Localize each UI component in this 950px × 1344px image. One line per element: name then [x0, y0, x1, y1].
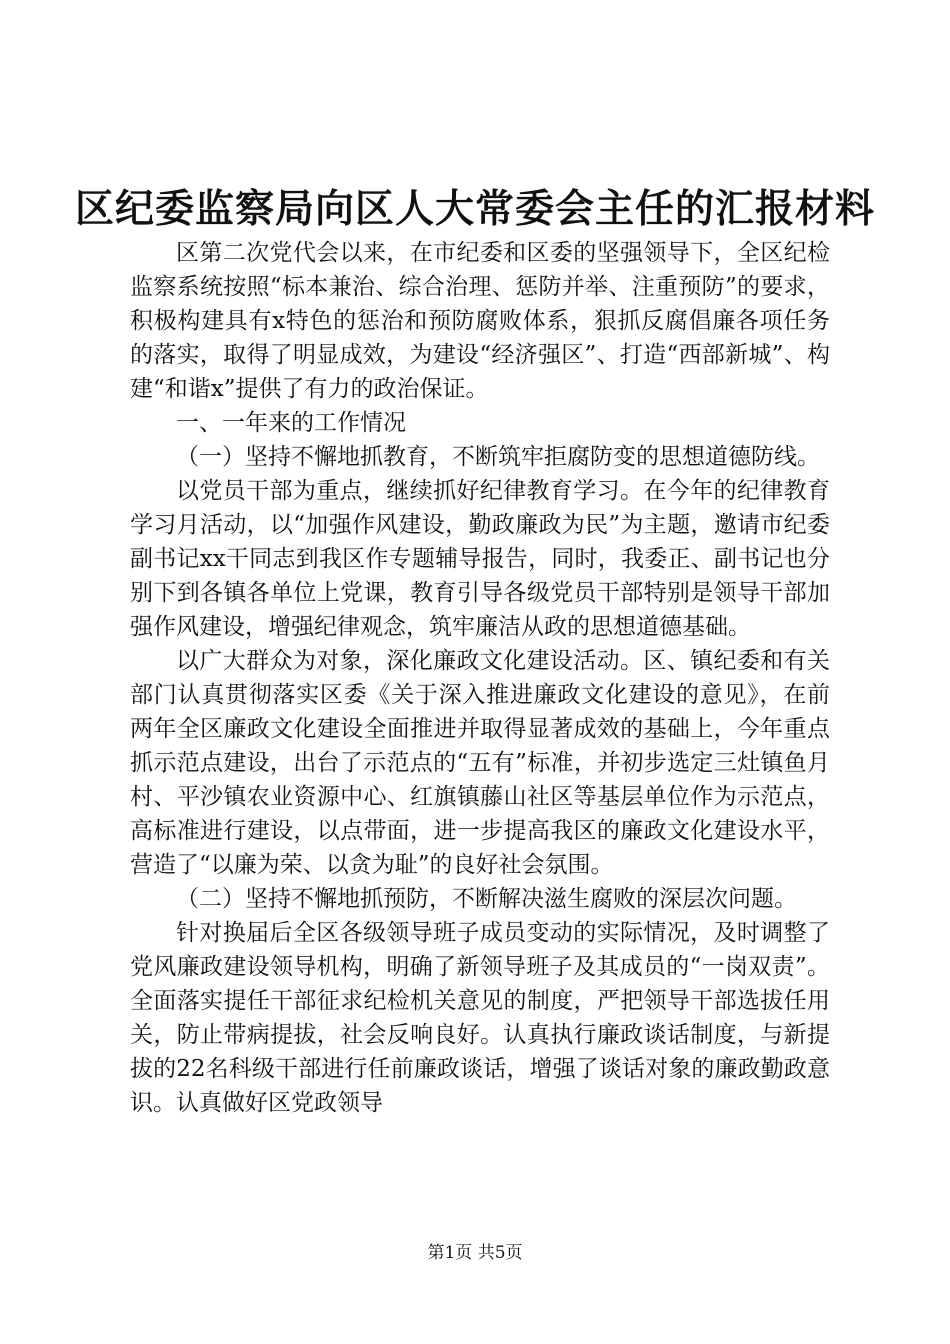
page-footer: 第1页 共5页 — [427, 1243, 523, 1263]
paragraph-prevention: 针对换届后全区各级领导班子成员变动的实际情况，及时调整了党风廉政建设领导机构，明确了新领导班子及其成员的“一岗双责”。全面落实提任干部征求纪检机关意见的制度，严把领导干部选拔任用关，防止带病提拔，社会反响良好。认真执行廉政谈话制度，与新提拔的22名科级干部进行任前廉政谈话，增强了谈话对象的廉政勤政意识。认真做好区党政领导 — [130, 920, 830, 1116]
paragraph-culture: 以广大群众为对象，深化廉政文化建设活动。区、镇纪委和有关部门认真贯彻落实区委《关于深入推进廉政文化建设的意见》，在前两年全区廉政文化建设全面推进并取得显著成效的基础上，今年重点抓示范点建设，出台了示范点的“五有”标准，并初步选定三灶镇鱼月村、平沙镇农业资源中心、红旗镇藤山社区等基层单位作为示范点，高标准进行建设，以点带面，进一步提高我区的廉政文化建设水平，营造了“以廉为荣、以贪为耻”的良好社会氛围。 — [130, 648, 830, 878]
document-title: 区纪委监察局向区人大常委会主任的汇报材料 — [74, 186, 875, 232]
paragraph-intro: 区第二次党代会以来，在市纪委和区委的坚强领导下，全区纪检监察系统按照“标本兼治、综合治理、惩防并举、注重预防”的要求，积极构建具有x特色的惩治和预防腐败体系，狠抓反腐倡廉各项任务的落实，取得了明显成效，为建设“经济强区”、打造“西部新城”、构建“和谐x”提供了有力的政治保证。 — [130, 240, 830, 402]
paragraph-education: 以党员干部为重点，继续抓好纪律教育学习。在今年的纪律教育学习月活动，以“加强作风建设，勤政廉政为民”为主题，邀请市纪委副书记xx干同志到我区作专题辅导报告，同时，我委正、副书记也分别下到各镇各单位上党课，教育引导各级党员干部特别是领导干部加强作风建设，增强纪律观念，筑牢廉洁从政的思想道德基础。 — [130, 478, 830, 640]
document-body — [130, 236, 830, 1120]
subsection-heading-2: （二）坚持不懈地抓预防，不断解决滋生腐败的深层次问题。 — [176, 886, 797, 912]
section-heading-1: 一、一年来的工作情况 — [176, 410, 406, 436]
subsection-heading-1: （一）坚持不懈地抓教育，不断筑牢拒腐防变的思想道德防线。 — [176, 444, 820, 470]
